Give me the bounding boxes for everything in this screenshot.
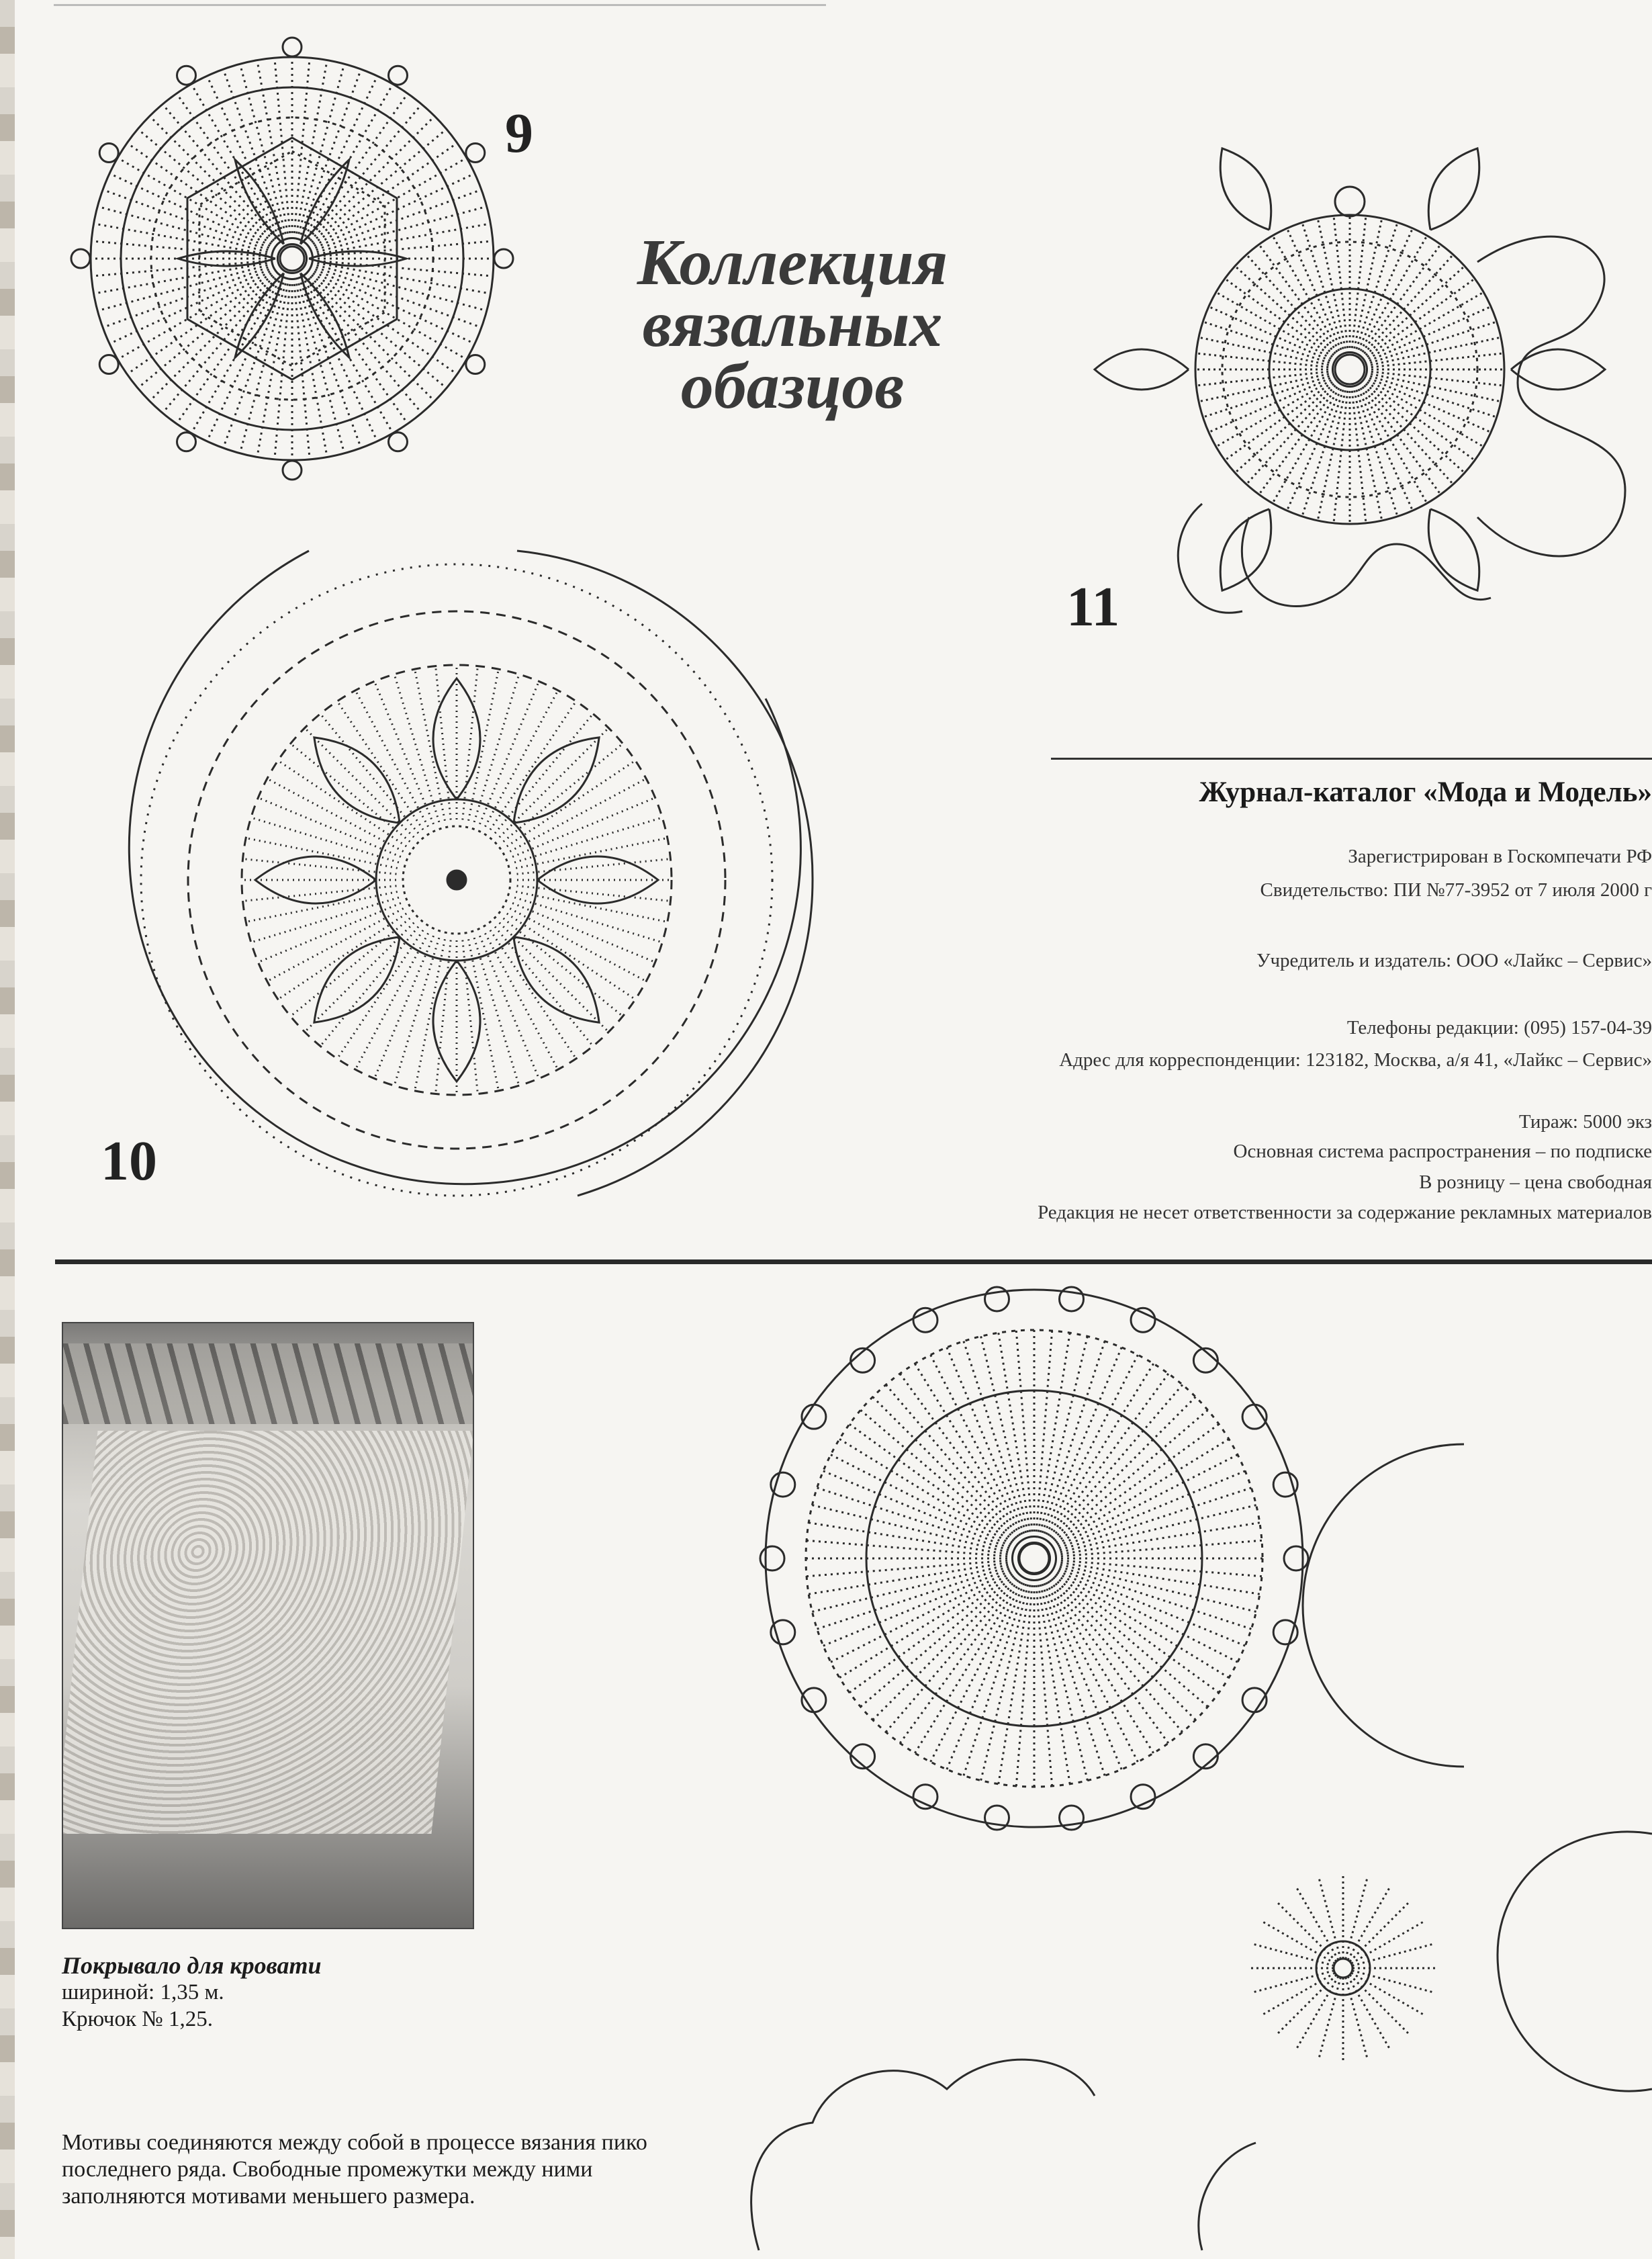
motif-11-diagram	[1048, 74, 1652, 678]
motif-9-diagram	[67, 27, 537, 490]
motif-number-10: 10	[101, 1130, 157, 1192]
title-line-1: Коллекция	[637, 226, 948, 299]
imprint-line: Адрес для корреспонденции: 123182, Москва, а/я 41, «Лайкс – Сервис»	[1059, 1049, 1652, 1071]
imprint-heading: Журнал-каталог «Мода и Модель»	[1199, 777, 1652, 808]
bedspread-motif-diagram	[732, 1296, 1652, 2250]
title-line-2: вязальных	[642, 288, 943, 361]
imprint-line: Зарегистрирован в Госкомпечати РФ	[1348, 846, 1652, 867]
caption-title: Покрывало для кровати	[62, 1952, 322, 1979]
caption-line: шириной: 1,35 м.	[62, 1980, 224, 2004]
imprint-line: Редакция не несет ответственности за содержание рекламных материалов	[1038, 1202, 1652, 1223]
imprint-rule	[1051, 758, 1652, 760]
imprint-line: Основная система распространения – по подписке	[1233, 1141, 1652, 1162]
motif-number-9: 9	[505, 102, 533, 165]
section-divider	[55, 1259, 1652, 1264]
bedspread-photo	[62, 1322, 474, 1929]
imprint-line: Телефоны редакции: (095) 157-04-39	[1346, 1017, 1652, 1038]
bed-headboard	[63, 1343, 473, 1424]
imprint-line: Тираж: 5000 экз	[1518, 1111, 1652, 1133]
bedspread-texture	[62, 1431, 474, 1834]
joining-description: Мотивы соединяются между собой в процессе вязания пико последнего ряда. Свободные промежутки между ними заполняются мотивами меньшего размера.	[62, 2130, 647, 2209]
page-title	[604, 226, 980, 423]
top-rule	[54, 4, 826, 6]
imprint-line: Учредитель и издатель: ООО «Лайкс – Сервис»	[1256, 950, 1652, 971]
motif-number-11: 11	[1066, 576, 1120, 638]
imprint-line: Свидетельство: ПИ №77-3952 от 7 июля 2000 г	[1260, 879, 1652, 901]
motif-10-diagram	[107, 531, 833, 1229]
left-page-edge	[0, 0, 15, 2259]
imprint-line: В розницу – цена свободная	[1419, 1171, 1652, 1193]
caption-line: Крючок № 1,25.	[62, 2007, 214, 2031]
title-line-3: обазцов	[680, 350, 905, 423]
